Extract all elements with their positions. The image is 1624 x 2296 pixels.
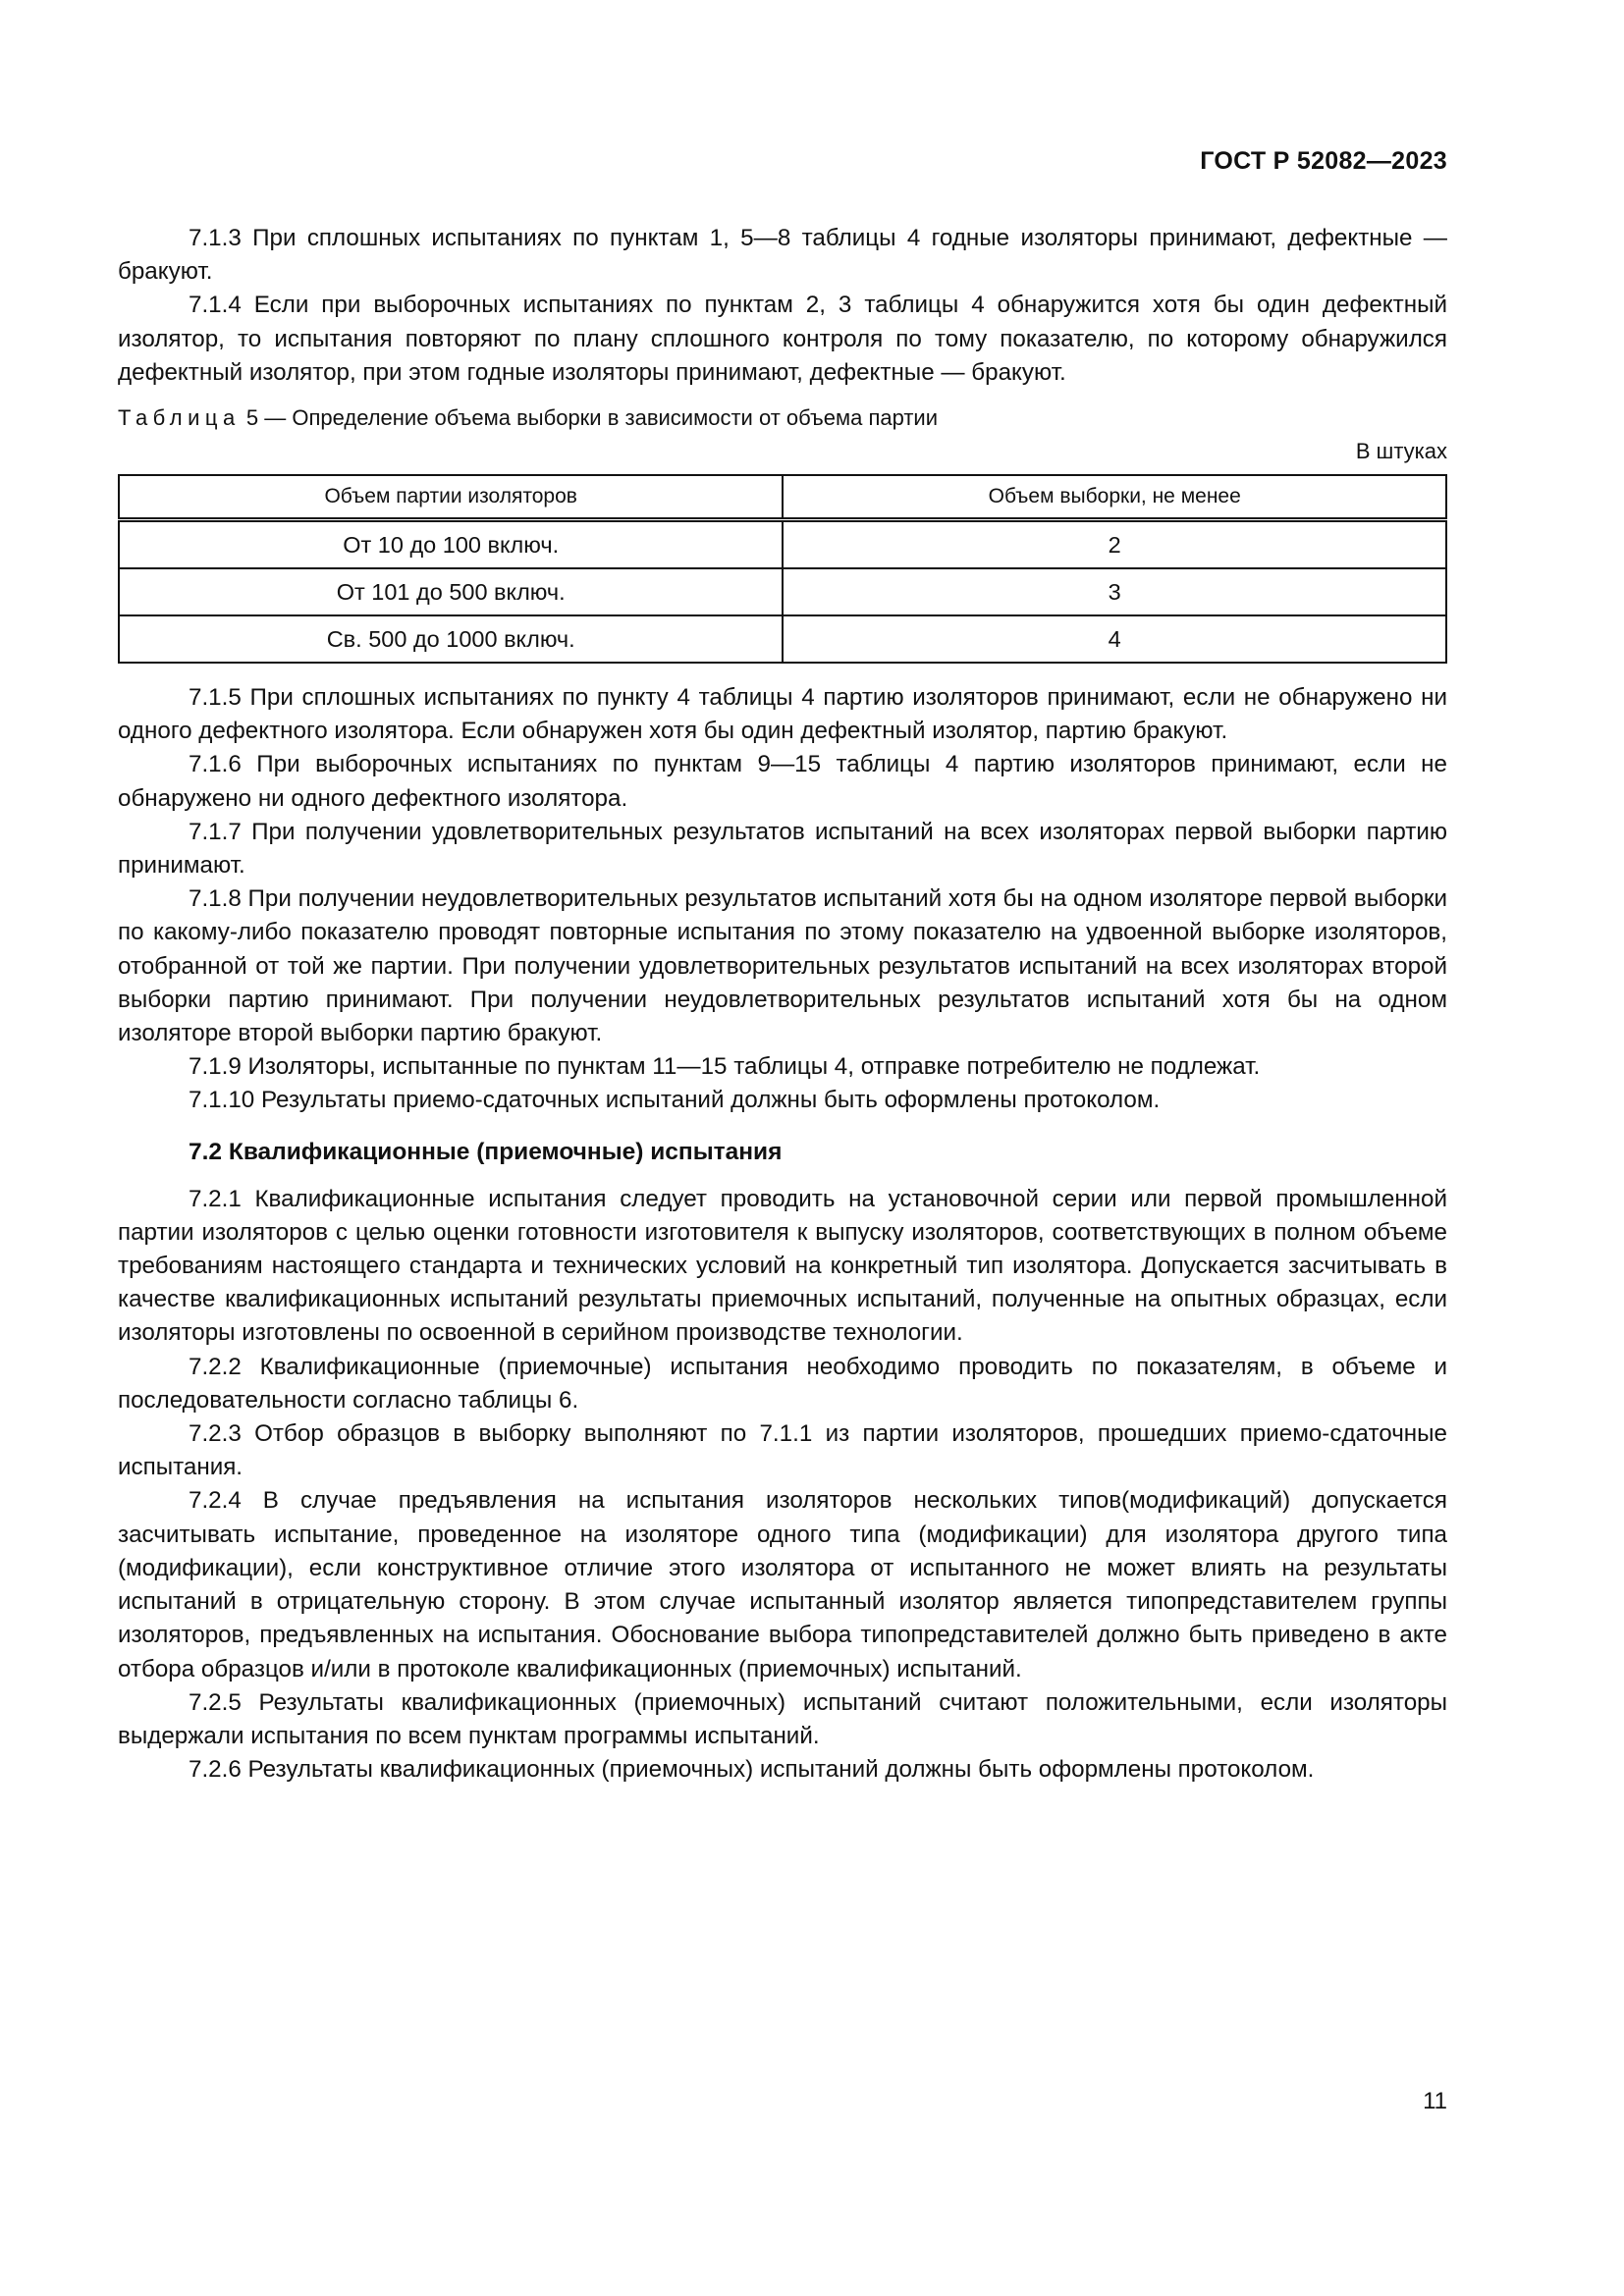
- table-row: [119, 520, 1446, 569]
- sample-size-table: [118, 474, 1447, 664]
- table-cell: 2: [783, 520, 1446, 569]
- table-header-cell: Объем выборки, не менее: [783, 475, 1446, 520]
- paragraph-7-1-10: 7.1.10 Результаты приемо-сдаточных испытаний должны быть оформлены протоколом.: [189, 1087, 1161, 1114]
- table-row: [119, 615, 1446, 663]
- paragraph-7-2-6: 7.2.6 Результаты квалификационных (приемочных) испытаний должны быть оформлены протоколом.: [189, 1756, 1315, 1784]
- paragraph-7-1-8: 7.1.8 При получении неудовлетворительных результатов испытаний хотя бы на одном изоляторе первой выборки по какому-либо показателю проводят повторные испытания по этому показателю на удвоенной выборке изоляторов, отобранной от той же партии. При получении удовлетворительных результатов испытаний на всех изоляторах второй выборки партию принимают. При получении неудовлетворительных результатов испытаний хотя бы на одном изоляторе второй выборки партию бракуют.: [118, 885, 1447, 1047]
- table-header-row: [119, 475, 1446, 520]
- document-header: ГОСТ Р 52082—2023: [1200, 147, 1447, 175]
- paragraph-7-1-5: 7.1.5 При сплошных испытаниях по пункту 4 таблицы 4 партию изоляторов принимают, если не обнаружено ни одного дефектного изолятора. Если обнаружен хотя бы один дефектный изолятор, партию бракуют.: [118, 684, 1447, 745]
- paragraph-7-2-5: 7.2.5 Результаты квалификационных (приемочных) испытаний считают положительными, если изоляторы выдержали испытания по всем пунктам программы испытаний.: [118, 1688, 1447, 1749]
- section-heading-7-2: 7.2 Квалификационные (приемочные) испытания: [189, 1138, 783, 1165]
- paragraph-7-2-1: 7.2.1 Квалификационные испытания следует проводить на установочной серии или первой промышленной партии изоляторов с целью оценки готовности изготовителя к выпуску изоляторов, соответствующих в полном объеме требованиям настоящего стандарта и технических условий на конкретный тип изолятора. Допускается засчитывать в качестве квалификационных испытаний результаты приемочных испытаний, полученные на опытных образцах, если изоляторы изготовлены по освоенной в серийном производстве технологии.: [118, 1185, 1447, 1347]
- table-caption: [118, 403, 1447, 433]
- table-cell: От 101 до 500 включ.: [119, 568, 783, 615]
- table-cell: 4: [783, 615, 1446, 663]
- paragraph-7-1-4: 7.1.4 Если при выборочных испытаниях по пунктам 2, 3 таблицы 4 обнаружится хотя бы один дефектный изолятор, то испытания повторяют по плану сплошного контроля по тому показателю, по которому обнаружился дефектный изолятор, при этом годные изоляторы принимают, дефектные — бракуют.: [118, 292, 1447, 386]
- table-cell: От 10 до 100 включ.: [119, 520, 783, 569]
- table-cell: Св. 500 до 1000 включ.: [119, 615, 783, 663]
- table-cell: 3: [783, 568, 1446, 615]
- table-caption-label: Таблица: [118, 405, 241, 431]
- paragraph-7-1-9: 7.1.9 Изоляторы, испытанные по пунктам 11—15 таблицы 4, отправке потребителю не подлежат.: [189, 1053, 1261, 1081]
- paragraph-7-2-4: 7.2.4 В случае предъявления на испытания изоляторов нескольких типов(модификаций) допускается засчитывать испытание, проведенное на изоляторе одного типа (модификации) для изолятора другого типа (модификации), если конструктивное отличие этого изолятора от испытанного не может влиять на результаты испытаний в отрицательную сторону. В этом случае испытанный изолятор является типопредставителем группы изоляторов, предъявленных на испытания. Обоснование выбора типопредставителей должно быть приведено в акте отбора образцов и/или в протоколе квалификационных (приемочных) испытаний.: [118, 1487, 1447, 1682]
- page-content: [118, 222, 1447, 1787]
- table-caption-text: 5 — Определение объема выборки в зависимости от объема партии: [240, 405, 938, 431]
- paragraph-7-1-7: 7.1.7 При получении удовлетворительных результатов испытаний на всех изоляторах первой выборки партию принимают.: [118, 818, 1447, 880]
- page-number: 11: [1423, 2088, 1447, 2114]
- paragraph-7-1-6: 7.1.6 При выборочных испытаниях по пунктам 9—15 таблицы 4 партию изоляторов принимают, если не обнаружено ни одного дефектного изолятора.: [118, 751, 1447, 812]
- table-header-cell: Объем партии изоляторов: [119, 475, 783, 520]
- table-row: [119, 568, 1446, 615]
- table-unit-note: В штуках: [1355, 439, 1447, 464]
- paragraph-7-2-2: 7.2.2 Квалификационные (приемочные) испытания необходимо проводить по показателям, в объеме и последовательности согласно таблицы 6.: [118, 1353, 1447, 1414]
- paragraph-7-2-3: 7.2.3 Отбор образцов в выборку выполняют по 7.1.1 из партии изоляторов, прошедших приемо-сдаточные испытания.: [118, 1420, 1447, 1481]
- paragraph-7-1-3: 7.1.3 При сплошных испытаниях по пунктам 1, 5—8 таблицы 4 годные изоляторы принимают, дефектные — бракуют.: [118, 225, 1447, 286]
